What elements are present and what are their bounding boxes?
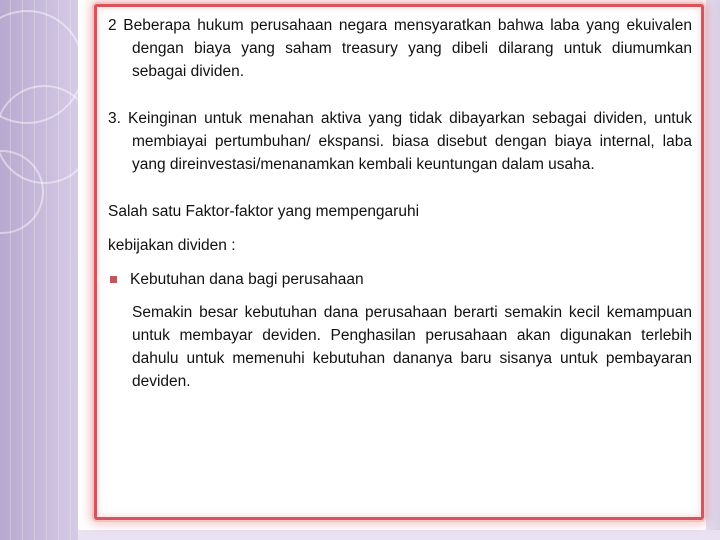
decorative-side-band <box>0 0 78 540</box>
decorative-bottom-band <box>78 530 720 540</box>
section-heading-line2: kebijakan dividen : <box>108 237 236 254</box>
numbered-item-2: 2 Beberapa hukum perusahaan negara mensyaratkan bahwa laba yang ekuivalen dengan biaya yang saham treasury yang dibeli dilarang untuk diumumkan sebagai dividen. <box>108 17 692 80</box>
slide-body <box>108 14 692 393</box>
section-heading-line1: Salah satu Faktor-faktor yang mempengaruhi <box>108 203 420 220</box>
decorative-right-band <box>706 0 720 540</box>
bullet-item <box>108 268 692 291</box>
bullet-item-detail: Semakin besar kebutuhan dana perusahaan berarti semakin kecil kemampuan untuk membayar deviden. Penghasilan perusahaan akan digunakan terlebih dahulu untuk memenuhi kebutuhan dananya baru sisanya untuk pembayaran deviden. <box>132 304 692 390</box>
numbered-item-3: 3. Keinginan untuk menahan aktiva yang tidak dibayarkan sebagai dividen, untuk membiayai pertumbuhan/ ekspansi. biasa disebut dengan biaya internal, laba yang direinvestasi/menanamkan kembali keuntungan dalam usaha. <box>108 110 692 173</box>
bullet-item-label: Kebutuhan dana bagi perusahaan <box>130 271 364 288</box>
square-bullet-icon <box>110 276 117 283</box>
